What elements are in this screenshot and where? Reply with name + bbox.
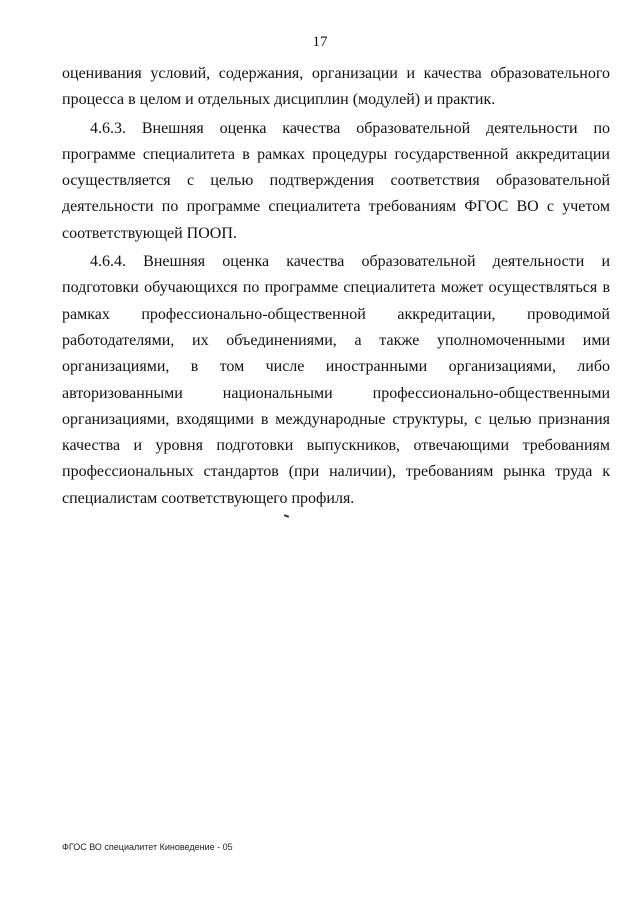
page-number: 17 xyxy=(312,34,328,50)
paragraph-4-6-3: 4.6.3. Внешняя оценка качества образовательной деятельности по программе специалитета в рамках процедуры государственной аккредитации осуществляется с целью подтверждения соответствия образовательной деятельности по программе специалитета требованиям ФГОС ВО с учетом соответствующей ПООП. xyxy=(62,119,610,242)
document-body xyxy=(62,61,610,512)
paragraph-continuation: оценивания условий, содержания, организации и качества образовательного процесса в целом и отдельных дисциплин (модулей) и практик. xyxy=(62,65,610,109)
paragraph-4-6-4: 4.6.4. Внешняя оценка качества образовательной деятельности и подготовки обучающихся по программе специалитета может осуществляться в рамках профессионально-общественной аккредитации, проводимой работодателями, их объединениями, а также уполномоченными ими организациями, в том числе иностранными организациями, либо авторизованными национальными профессионально-общественными организациями, входящими в международные структуры, с целью признания качества и уровня подготовки выпускников, отвечающими требованиям профессиональных стандартов (при наличии), требованиям рынка труда к специалистам соответствующего профиля. xyxy=(62,253,610,507)
footer-note: ФГОС ВО специалитет Киноведение - 05 xyxy=(62,842,233,852)
scan-artifact-mark xyxy=(284,514,289,518)
